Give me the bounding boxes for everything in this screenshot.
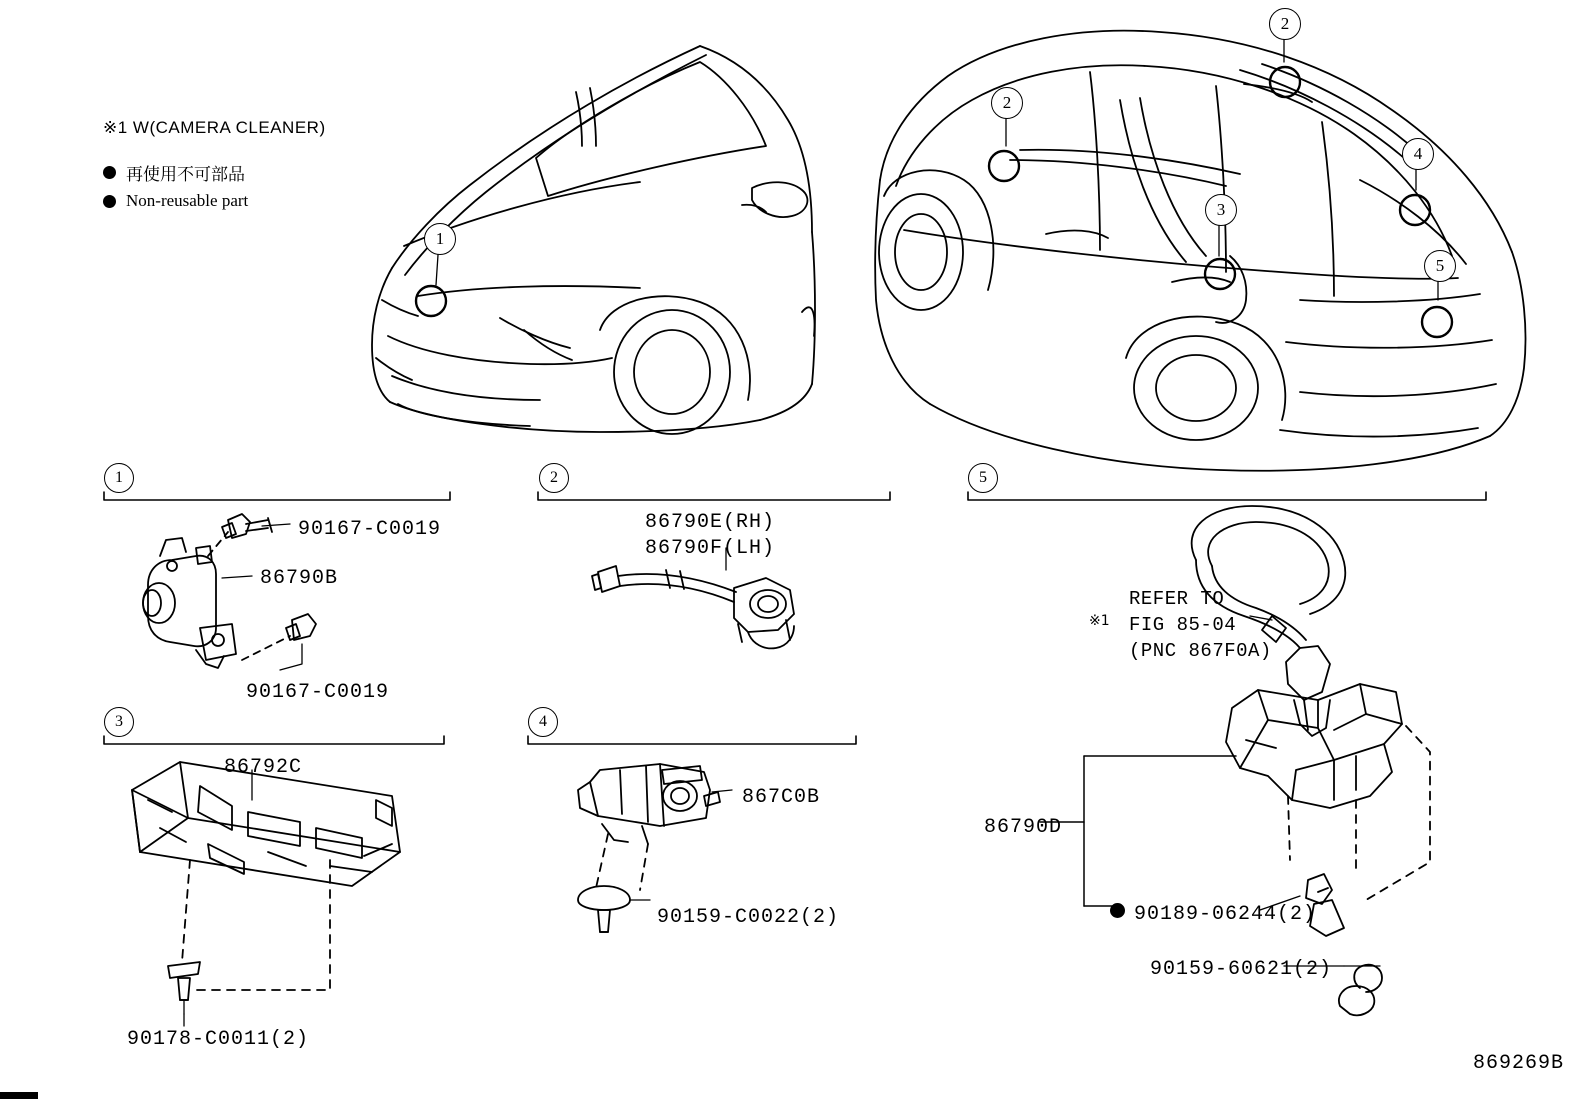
reference-line-1: REFER TO bbox=[1129, 588, 1225, 610]
reference-marker: ※1 bbox=[1089, 613, 1110, 629]
group-5-art bbox=[1040, 506, 1430, 1015]
bottom-left-marker bbox=[0, 1092, 38, 1099]
part-number-90167-C0019-upper: 90167-C0019 bbox=[298, 518, 442, 541]
group-3-bracket bbox=[104, 736, 444, 744]
legend-note: ※1 W(CAMERA CLEANER) bbox=[103, 118, 326, 137]
part-number-86790F-LH: 86790F(LH) bbox=[645, 537, 776, 560]
reference-line-2: FIG 85-04 bbox=[1129, 614, 1237, 636]
callout-2-top: 2 bbox=[1269, 8, 1301, 40]
reference-line-3: (PNC 867F0A) bbox=[1129, 640, 1272, 662]
legend-item-label: 再使用不可部品 bbox=[126, 165, 245, 185]
group-2-art bbox=[592, 548, 794, 648]
group-2-bracket bbox=[538, 492, 890, 500]
group-3-art bbox=[132, 762, 400, 1026]
non-reusable-marker-icon bbox=[1110, 903, 1125, 918]
part-number-90159-C0022: 90159-C0022(2) bbox=[657, 906, 840, 929]
part-number-867C0B: 867C0B bbox=[742, 786, 821, 809]
legend-item-non-reusable-en bbox=[103, 191, 463, 211]
part-number-86790D: 86790D bbox=[984, 816, 1063, 839]
group-badge-3: 3 bbox=[104, 707, 134, 737]
callout-4: 4 bbox=[1402, 138, 1434, 170]
legend-item-non-reusable-jp bbox=[103, 160, 463, 185]
callout-1: 1 bbox=[424, 223, 456, 255]
filled-circle-icon bbox=[103, 166, 116, 179]
part-number-86790B: 86790B bbox=[260, 567, 339, 590]
part-number-86792C: 86792C bbox=[224, 756, 303, 779]
legend-item-label: Non-reusable part bbox=[126, 191, 249, 210]
callout-5: 5 bbox=[1424, 250, 1456, 282]
group-4-bracket bbox=[528, 736, 856, 744]
part-number-86790E-RH: 86790E(RH) bbox=[645, 511, 776, 534]
group-1-art bbox=[143, 514, 316, 670]
part-number-90159-60621: 90159-60621(2) bbox=[1150, 958, 1333, 981]
vehicle-rear-view bbox=[875, 31, 1525, 471]
figure-code: 869269B bbox=[1472, 1052, 1564, 1075]
part-number-90167-C0019-lower: 90167-C0019 bbox=[246, 681, 390, 704]
group-1-bracket bbox=[104, 492, 450, 500]
part-number-90178-C0011: 90178-C0011(2) bbox=[127, 1028, 310, 1051]
part-number-90189-06244: 90189-06244(2) bbox=[1134, 903, 1317, 926]
callout-3: 3 bbox=[1205, 194, 1237, 226]
legend-block bbox=[103, 118, 463, 217]
group-badge-5: 5 bbox=[968, 463, 998, 493]
callout-2-left: 2 bbox=[991, 87, 1023, 119]
group-5-bracket bbox=[968, 492, 1486, 500]
group-badge-2: 2 bbox=[539, 463, 569, 493]
group-badge-4: 4 bbox=[528, 707, 558, 737]
group-badge-1: 1 bbox=[104, 463, 134, 493]
filled-circle-icon bbox=[103, 195, 116, 208]
